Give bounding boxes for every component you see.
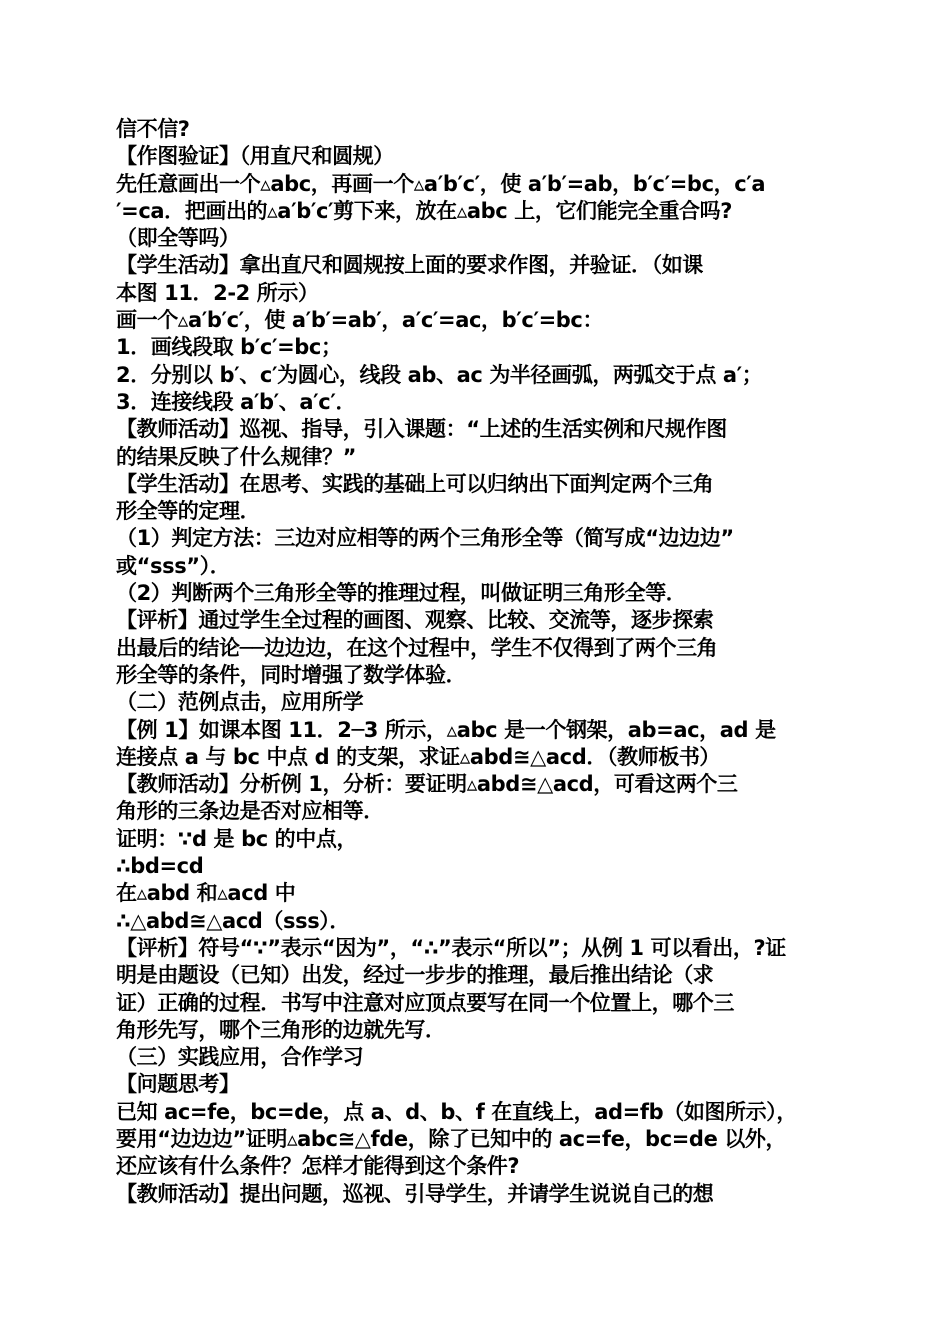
text-line: 的结果反映了什么规律？”: [116, 444, 357, 469]
text-line: 【评析】通过学生全过程的画图、观察、比较、交流等，逐步探索: [116, 608, 714, 633]
text-line: 已知 ac=fe，bc=de，点 a、d、b、f 在直线上，ad=fb（如图所示），: [116, 1099, 797, 1124]
text-line: 【作图验证】（用直尺和圆规）: [116, 144, 394, 169]
text-line: 2．分别以 b′、c′为圆心，线段 ab、ac 为半径画弧，两弧交于点 a′；: [116, 362, 763, 387]
text-line: 要用“边边边”证明▵abc≅△fde，除了已知中的 ac=fe，bc=de 以外，: [116, 1126, 787, 1151]
text-line: 在▵abd 和▵acd 中: [116, 881, 296, 906]
text-line: 角形的三条边是否对应相等．: [116, 799, 384, 824]
text-line: 证明：∵d 是 bc 的中点，: [116, 826, 358, 851]
text-line: 出最后的结论──边边边，在这个过程中，学生不仅得到了两个三角: [116, 635, 718, 660]
text-line: 还应该有什么条件？怎样才能得到这个条件?: [116, 1154, 520, 1179]
text-line: 【学生活动】在思考、实践的基础上可以归纳出下面判定两个三角: [116, 471, 714, 496]
text-line: 1．画线段取 b′c′=bc；: [116, 335, 342, 360]
text-line: 证）正确的过程．书写中注意对应顶点要写在同一个位置上，哪个三: [116, 990, 734, 1015]
text-line: 或“sss”）．: [116, 553, 231, 578]
text-line: 【例 1】如课本图 11．2─3 所示，▵abc 是一个钢架，ab=ac，ad 是: [116, 717, 776, 742]
text-line: 【教师活动】提出问题，巡视、引导学生，并请学生说说自己的想: [116, 1181, 714, 1206]
text-line: （2）判断两个三角形全等的推理过程，叫做证明三角形全等．: [116, 581, 687, 606]
text-line: （1）判定方法：三边对应相等的两个三角形全等（简写成“边边边”: [116, 526, 734, 551]
text-line: 明是由题设（已知）出发，经过一步步的推理，最后推出结论（求: [116, 963, 714, 988]
text-line: 【学生活动】拿出直尺和圆规按上面的要求作图，并验证．（如课: [116, 253, 703, 278]
text-line: 形全等的定理．: [116, 499, 261, 524]
text-line: ∴△abd≅△acd（sss）．: [116, 908, 350, 933]
text-line: ∴bd=cd: [116, 854, 204, 879]
text-line: （三）实践应用，合作学习: [116, 1045, 364, 1070]
text-line: 【教师活动】巡视、指导，引入课题：“上述的生活实例和尺规作图: [116, 417, 727, 442]
text-line: 角形先写，哪个三角形的边就先写．: [116, 1017, 446, 1042]
text-line: 【评析】符号“∵”表示“因为”，“∴”表示“所以”；从例 1 可以看出，?证: [116, 935, 786, 960]
body-text: [116, 116, 846, 1208]
text-line: （二）范例点击，应用所学: [116, 690, 364, 715]
text-line: 形全等的条件，同时增强了数学体验．: [116, 662, 467, 687]
text-line: ′=ca．把画出的▵a′b′c′剪下来，放在▵abc 上，它们能完全重合吗?: [116, 198, 733, 223]
text-line: 本图 11．2-2 所示）: [116, 280, 319, 305]
text-line: 信不信?: [116, 117, 190, 141]
text-line: 【问题思考】: [116, 1072, 240, 1097]
text-line: 先任意画出一个▵abc，再画一个▵a′b′c′，使 a′b′=ab，b′c′=bc，c′a: [116, 171, 766, 196]
text-line: 画一个▵a′b′c′，使 a′b′=ab′，a′c′=ac，b′c′=bc：: [116, 308, 604, 333]
text-line: （即全等吗）: [116, 226, 240, 251]
text-line: 3．连接线段 a′b′、a′c′．: [116, 389, 357, 414]
text-line: 连接点 a 与 bc 中点 d 的支架，求证▵abd≅△acd．（教师板书）: [116, 744, 721, 769]
text-line: 【教师活动】分析例 1，分析：要证明▵abd≅△acd，可看这两个三: [116, 772, 738, 797]
